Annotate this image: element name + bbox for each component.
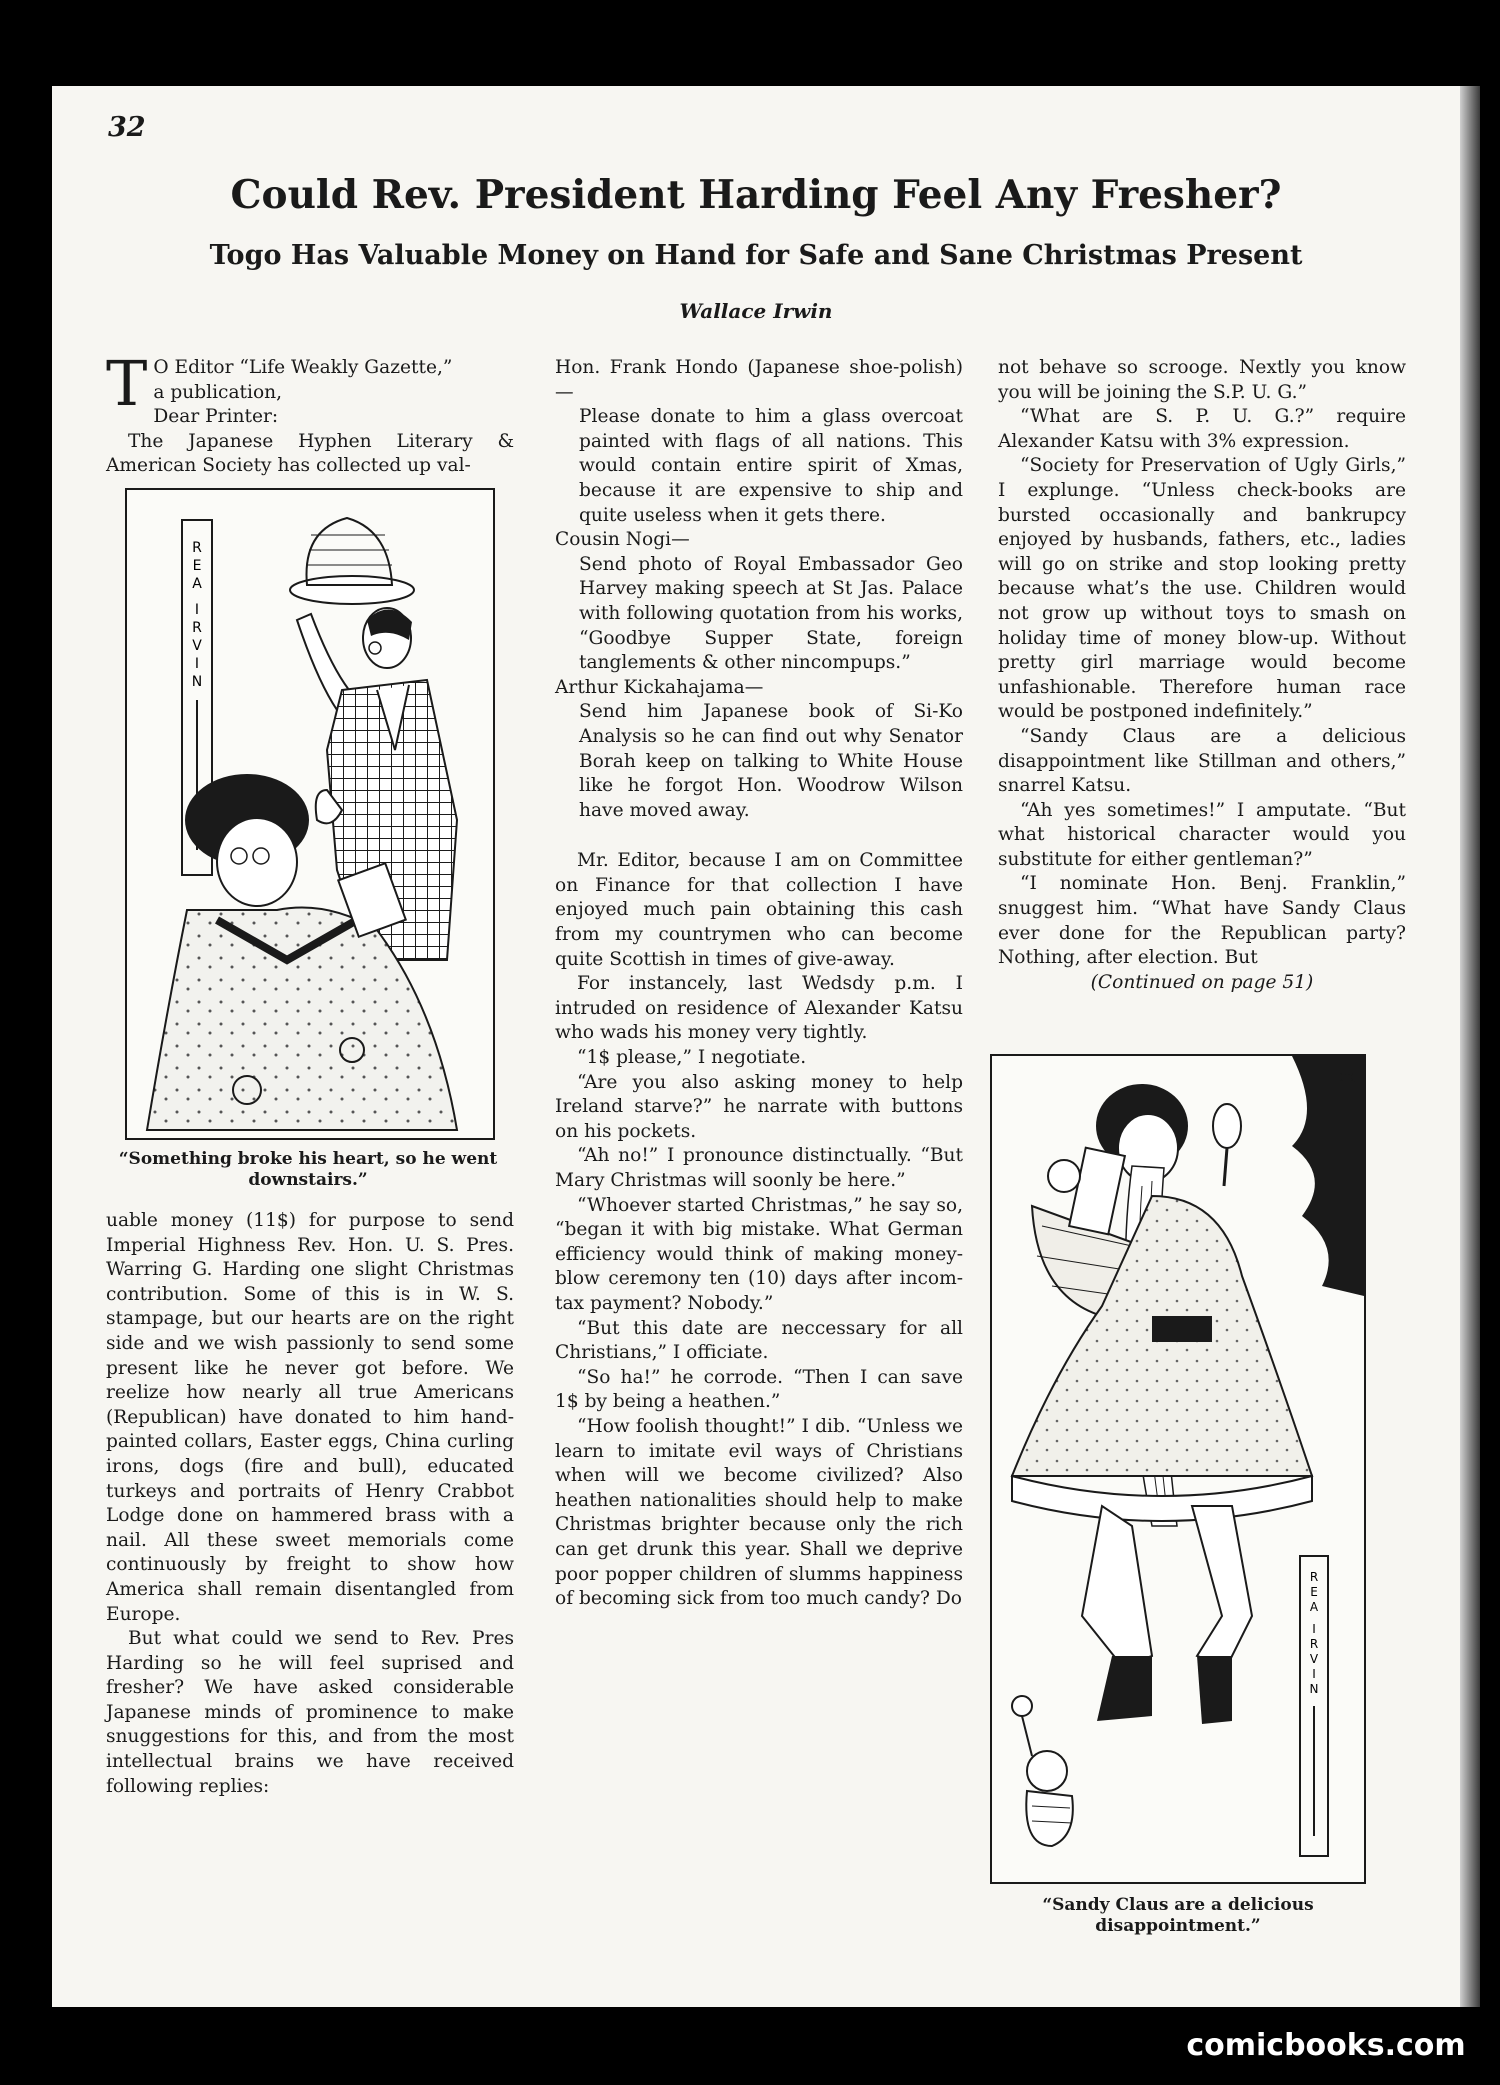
paragraph: But what could we send to Rev. Pres Harding so he will feel suprised and fresher? We have asked considerable Japanese minds of prominence to make snuggestions for this, and from the most intellectual brains we have received following replies: [106, 1628, 514, 1797]
svg-text:I: I [194, 656, 200, 672]
svg-text:V: V [192, 638, 202, 654]
paragraph: “So ha!” he corrode. “Then I can save 1$ by being a heathen.” [555, 1366, 963, 1413]
svg-text:I: I [194, 602, 200, 618]
reply-text: Send photo of Royal Embassador Geo Harvey making speech at St Jas. Palace with following quotation from his works, “Goodbye Supper State, foreign tanglements & other nincompups.” [579, 553, 963, 674]
column-1-bottom [106, 1209, 514, 1799]
article-title: Could Rev. President Harding Feel Any Fresher? [230, 172, 1282, 218]
artist-signature: R [192, 540, 202, 556]
reply-text: Send him Japanese book of Si-Ko Analysis so he can find out why Senator Borah keep on talking to White House like he forgot Hon. Woodrow Wilson have moved away. [579, 701, 963, 821]
paragraph: “1$ please,” I negotiate. [577, 1047, 807, 1069]
magazine-page [52, 86, 1460, 2007]
reply-text: Please donate to him a glass overcoat painted with flags of all nations. This would contain entire spirit of Xmas, because it are expensive to ship and quite useless when it gets there. [579, 406, 963, 526]
cartoon-illustration-1 [125, 488, 495, 1140]
paragraph: “But this date are neccessary for all Christians,” I officiate. [555, 1317, 963, 1364]
salutation-line: O Editor “Life Weakly Gazette,” [153, 357, 453, 378]
svg-text:N: N [1309, 1682, 1319, 1696]
svg-text:N: N [191, 674, 203, 690]
svg-text:R: R [1309, 1637, 1319, 1651]
salutation-line: a publication, [153, 381, 283, 403]
cartoon-caption-2: “Sandy Claus are a delicious disappointment.” [1042, 1895, 1314, 1936]
drop-cap: T [106, 347, 148, 420]
cartoon-illustration-2 [990, 1054, 1366, 1884]
reply-name: Arthur Kickahajama— [555, 676, 764, 698]
paragraph: “How foolish thought!” I dib. “Unless we learn to imitate evil ways of Christians when will we become civilized? Also heathen nationalities should help to make Christmas brighter because only the rich can get drunk this year. Shall we deprive poor popper children of slumms happiness of becoming sick from too much candy? Do [555, 1415, 963, 1610]
paragraph: The Japanese Hyphen Literary & American Society has collected up val- [106, 430, 514, 477]
cartoon-caption-1: “Something broke his heart, so he went downstairs.” [118, 1149, 498, 1190]
paragraph: not behave so scrooge. Nextly you know you will be joining the S.P. U. G.” [998, 357, 1406, 403]
svg-text:E: E [1310, 1585, 1318, 1599]
artist-signature: R [1309, 1570, 1319, 1584]
paragraph: “Whoever started Christmas,” he say so, “began it with big mistake. What German efficiency would think of making money-blow ceremony ten (10) days after incom-tax payment? Nobody.” [555, 1194, 963, 1314]
svg-text:E: E [192, 558, 202, 574]
svg-text:I: I [1312, 1667, 1316, 1681]
reply-name: Hon. Frank Hondo (Japanese shoe-polish)— [555, 357, 963, 403]
svg-text:A: A [192, 576, 202, 592]
paragraph: uable money (11$) for purpose to send Imperial Highness Rev. Hon. U. S. Pres. Warring G. Harding one slight Christmas contribution. Some of this is in W. S. stampage, but our hearts are on the right side and we wish passionly to send some present like he never got before. We reelize how nearly all true Americans (Republican) have donated to him hand-painted collars, Easter eggs, China curling irons, dogs (fire and bull), educated turkeys and portraits of Henry Crabbot Lodge done on hammered brass with a nail. All these sweet memorials come continuously by freight to show how America shall remain disentangled from Europe. [106, 1210, 514, 1625]
svg-text:R: R [192, 620, 202, 636]
paragraph: “Sandy Claus are a delicious disappointment like Stillman and others,” snarrel Katsu. [998, 725, 1406, 797]
column-3 [998, 356, 1406, 995]
watermark-logo: comicbooks.com [1186, 2028, 1466, 2063]
reply-name: Cousin Nogi— [555, 529, 690, 551]
letter-salutation [106, 347, 514, 430]
cartoon-drawing-2 [992, 1056, 1364, 1882]
paragraph: “Ah no!” I pronounce distinctually. “But Mary Christmas will soonly be here.” [555, 1145, 963, 1191]
star-icon: ✶ [1337, 1064, 1358, 1092]
salutation-line: Dear Printer: [153, 406, 279, 428]
svg-text:A: A [1309, 1600, 1319, 1614]
paragraph: “Ah yes sometimes!” I amputate. “But what historical character would you substitute for either gentleman?” [998, 799, 1406, 870]
paragraph: “Are you also asking money to help Ireland starve?” he narrate with buttons on his pockets. [555, 1071, 963, 1142]
paragraph: “I nominate Hon. Benj. Franklin,” snuggest him. “What have Sandy Claus ever done for the Republican party? Nothing, after election. But [998, 873, 1406, 969]
svg-text:V: V [1309, 1652, 1319, 1666]
continued-note: (Continued on page 51) [1090, 971, 1314, 993]
paragraph: For instancely, last Wedsdy p.m. I intruded on residence of Alexander Katsu who wads his money very tightly. [555, 973, 963, 1044]
page-number: 32 [108, 112, 146, 143]
article-subtitle: Togo Has Valuable Money on Hand for Safe and Sane Christmas Present [209, 240, 1303, 271]
paragraph: “Society for Preservation of Ugly Girls,” I explunge. “Unless check-books are bursted occasionally and bankrupcy enjoyed by husbands, fathers, etc., ladies will go on strike and stop looking pretty because what’s the use. Children would not grow up without toys to smash on holiday time of money blow-up. Without pretty girl marriage would become unfashionable. Therefore human race would be postponed indefinitely.” [998, 455, 1406, 723]
cartoon-drawing-1 [127, 490, 493, 1138]
paragraph: Mr. Editor, because I am on Committee on Finance for that collection I have enjoyed much pain obtaining this cash from my countrymen who can become quite Scottish in times of give-away. [555, 850, 963, 970]
byline: Wallace Irwin [679, 299, 833, 323]
column-2 [555, 356, 963, 1612]
paragraph: “What are S. P. U. G.?” require Alexander Katsu with 3% expression. [998, 406, 1406, 452]
page-edge-shadow [1460, 86, 1480, 2007]
column-1-top [106, 347, 514, 479]
svg-text:I: I [1312, 1622, 1316, 1636]
